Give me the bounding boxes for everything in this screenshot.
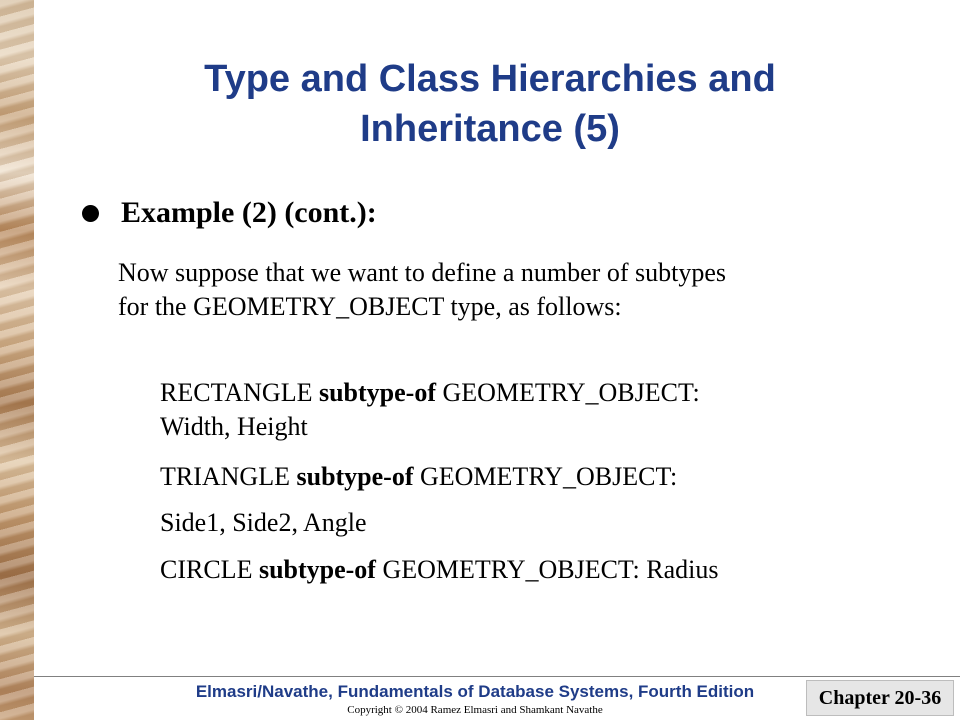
body-paragraph — [118, 256, 878, 324]
subtype-attributes: Width, Height — [160, 412, 308, 441]
subtype-name: RECTANGLE — [160, 378, 319, 407]
subtype-keyword: subtype-of — [318, 378, 436, 407]
title-line-2: Inheritance (5) — [360, 108, 620, 150]
paragraph-line-1: Now suppose that we want to define a number of subtypes — [118, 258, 726, 287]
subtype-keyword: subtype-of — [296, 462, 414, 491]
footer-divider — [34, 676, 960, 677]
subtype-circle — [160, 553, 880, 587]
subtype-name: CIRCLE — [160, 555, 259, 584]
subtype-triangle-attributes — [160, 506, 880, 540]
footer-copyright: Copyright © 2004 Ramez Elmasri and Shamkant Navathe — [347, 704, 603, 716]
bullet-text: Example (2) (cont.): — [121, 196, 377, 229]
subtype-keyword: subtype-of — [258, 555, 376, 584]
bullet-item — [82, 196, 377, 230]
subtype-parent: GEOMETRY_OBJECT: — [435, 378, 700, 407]
decorative-sand-strip — [0, 0, 34, 720]
subtype-attributes: Side1, Side2, Angle — [160, 508, 367, 537]
subtype-name: TRIANGLE — [160, 462, 297, 491]
subtype-parent: GEOMETRY_OBJECT: — [413, 462, 678, 491]
subtype-triangle — [160, 460, 880, 494]
subtype-rectangle — [160, 376, 880, 444]
subtype-parent: GEOMETRY_OBJECT: Radius — [375, 555, 719, 584]
slide-title — [90, 54, 890, 154]
paragraph-line-2: for the GEOMETRY_OBJECT type, as follows: — [118, 292, 622, 321]
footer-book-title: Elmasri/Navathe, Fundamentals of Database Systems, Fourth Edition — [195, 682, 755, 701]
bullet-dot-icon — [82, 205, 99, 222]
chapter-label: Chapter 20-36 — [806, 680, 954, 716]
title-line-1: Type and Class Hierarchies and — [204, 58, 776, 100]
